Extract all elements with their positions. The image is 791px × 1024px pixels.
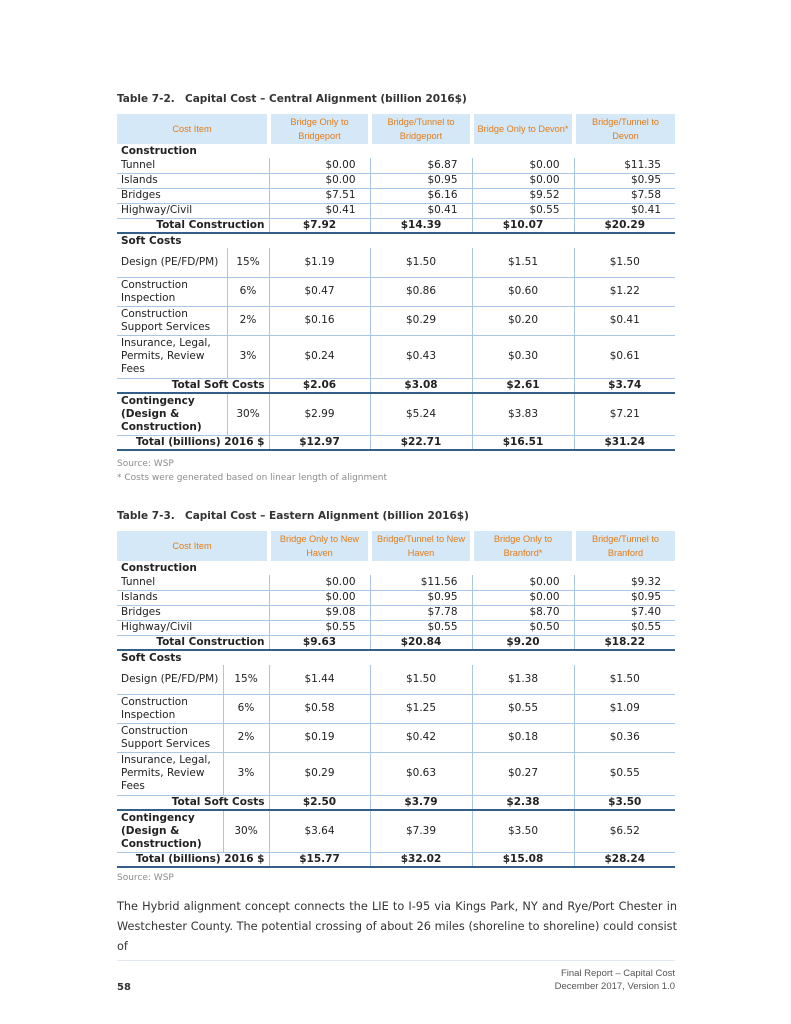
table1-header-cost-item: Cost Item (117, 114, 269, 144)
table-row (117, 590, 675, 605)
row-percent: 6% (227, 277, 269, 306)
table2-contingency-row (117, 810, 675, 852)
table2-grand-total-row (117, 852, 675, 867)
table1-construction-section (117, 144, 675, 158)
cell-value: $8.70 (472, 605, 574, 620)
cell-value: $7.40 (574, 605, 675, 620)
cell-value: $0.50 (472, 620, 574, 635)
table1-header-col1: Bridge Only to Bridgeport (269, 114, 370, 144)
cell-value: $31.24 (574, 435, 675, 450)
cell-value: $0.55 (472, 694, 574, 723)
cell-value: $6.52 (574, 810, 675, 852)
cell-value: $9.63 (269, 635, 370, 650)
table2-total-soft-row (117, 795, 675, 810)
table1-total-construction-row (117, 218, 675, 233)
table2-soft-costs-section (117, 650, 675, 665)
cell-value: $3.50 (574, 795, 675, 810)
cell-value: $3.08 (370, 378, 472, 393)
cell-value: $0.00 (269, 590, 370, 605)
cell-value: $1.50 (370, 665, 472, 694)
row-percent: 30% (227, 393, 269, 435)
footer-divider (117, 960, 675, 961)
cell-value: $1.50 (370, 248, 472, 277)
cell-value: $0.00 (269, 173, 370, 188)
row-label: Insurance, Legal, Permits, Review Fees (117, 335, 227, 378)
page-number: 58 (117, 982, 131, 993)
table1-header-row (117, 114, 675, 144)
cell-value: $0.60 (472, 277, 574, 306)
cell-value: $7.51 (269, 188, 370, 203)
cell-value: $0.47 (269, 277, 370, 306)
cell-value: $22.71 (370, 435, 472, 450)
row-label: Bridges (117, 188, 269, 203)
row-label: Highway/Civil (117, 203, 269, 218)
cell-value: $0.20 (472, 306, 574, 335)
table2-header-row (117, 531, 675, 561)
row-percent: 6% (223, 694, 269, 723)
row-percent: 30% (223, 810, 269, 852)
cell-value: $3.64 (269, 810, 370, 852)
cell-value: $12.97 (269, 435, 370, 450)
row-label: Total Construction (117, 218, 269, 233)
row-percent: 15% (227, 248, 269, 277)
cell-value: $9.52 (472, 188, 574, 203)
cell-value: $3.83 (472, 393, 574, 435)
cell-value: $0.19 (269, 723, 370, 752)
row-label: Highway/Civil (117, 620, 269, 635)
cell-value: $15.77 (269, 852, 370, 867)
cell-value: $0.00 (472, 575, 574, 590)
cell-value: $0.86 (370, 277, 472, 306)
cell-value: $0.55 (472, 203, 574, 218)
table-row (117, 335, 675, 378)
row-label: Construction Support Services (117, 306, 227, 335)
cell-value: $1.22 (574, 277, 675, 306)
table1-header-col4: Bridge/Tunnel to Devon (574, 114, 675, 144)
table2-soft-label: Soft Costs (121, 651, 182, 664)
cell-value: $0.00 (472, 173, 574, 188)
row-label: Design (PE/FD/PM) (117, 665, 223, 694)
cell-value: $15.08 (472, 852, 574, 867)
row-label: Tunnel (117, 575, 269, 590)
cell-value: $0.95 (574, 590, 675, 605)
cell-value: $0.00 (269, 158, 370, 173)
cell-value: $0.95 (370, 173, 472, 188)
cell-value: $0.55 (269, 620, 370, 635)
cell-value: $1.44 (269, 665, 370, 694)
cell-value: $11.56 (370, 575, 472, 590)
table-row (117, 277, 675, 306)
cell-value: $2.38 (472, 795, 574, 810)
row-label: Insurance, Legal, Permits, Review Fees (117, 752, 223, 795)
table1-construction-label: Construction (121, 144, 197, 157)
footer-report-title: Final Report – Capital Cost (560, 968, 675, 979)
cell-value: $5.24 (370, 393, 472, 435)
table1-contingency-row (117, 393, 675, 435)
table1-source: Source: WSP (117, 459, 174, 469)
cell-value: $11.35 (574, 158, 675, 173)
cell-value: $2.61 (472, 378, 574, 393)
cell-value: $0.55 (370, 620, 472, 635)
table1-soft-label: Soft Costs (121, 234, 182, 247)
cell-value: $0.41 (370, 203, 472, 218)
cell-value: $16.51 (472, 435, 574, 450)
row-label: Islands (117, 590, 269, 605)
row-label: Bridges (117, 605, 269, 620)
cell-value: $7.39 (370, 810, 472, 852)
row-label: Total Soft Costs (117, 378, 269, 393)
cell-value: $0.00 (472, 590, 574, 605)
cell-value: $0.43 (370, 335, 472, 378)
row-label: Total Soft Costs (117, 795, 269, 810)
row-percent: 3% (223, 752, 269, 795)
row-label: Construction Support Services (117, 723, 223, 752)
cell-value: $7.58 (574, 188, 675, 203)
cell-value: $0.58 (269, 694, 370, 723)
row-label: Tunnel (117, 158, 269, 173)
table2-number: Table 7-3. (117, 510, 175, 522)
table1-caption (117, 93, 467, 105)
cell-value: $32.02 (370, 852, 472, 867)
cell-value: $0.63 (370, 752, 472, 795)
cell-value: $1.50 (574, 248, 675, 277)
row-percent: 15% (223, 665, 269, 694)
row-percent: 2% (223, 723, 269, 752)
cell-value: $6.16 (370, 188, 472, 203)
cell-value: $0.00 (269, 575, 370, 590)
table1-soft-costs-section (117, 233, 675, 248)
row-label: Contingency (Design & Construction) (117, 810, 223, 852)
row-label: Total Construction (117, 635, 269, 650)
row-label: Total (billions) 2016 $ (117, 435, 269, 450)
cell-value: $0.55 (574, 752, 675, 795)
cell-value: $9.32 (574, 575, 675, 590)
table-row (117, 575, 675, 590)
cell-value: $1.38 (472, 665, 574, 694)
table-row (117, 694, 675, 723)
table2-construction-section (117, 561, 675, 575)
table-row (117, 620, 675, 635)
cell-value: $1.09 (574, 694, 675, 723)
cell-value: $0.16 (269, 306, 370, 335)
cell-value: $20.84 (370, 635, 472, 650)
cell-value: $1.50 (574, 665, 675, 694)
row-percent: 3% (227, 335, 269, 378)
table1-number: Table 7-2. (117, 93, 175, 105)
table2-caption (117, 510, 469, 522)
cell-value: $1.51 (472, 248, 574, 277)
cell-value: $9.08 (269, 605, 370, 620)
cell-value: $2.99 (269, 393, 370, 435)
cell-value: $7.21 (574, 393, 675, 435)
cell-value: $20.29 (574, 218, 675, 233)
table1-title: Capital Cost – Central Alignment (billion 2016$) (185, 93, 467, 105)
table1-total-soft-row (117, 378, 675, 393)
table-row (117, 752, 675, 795)
cell-value: $1.19 (269, 248, 370, 277)
table2-header-cost-item: Cost Item (117, 531, 269, 561)
cell-value: $18.22 (574, 635, 675, 650)
table-row (117, 203, 675, 218)
table-row (117, 248, 675, 277)
table2-header-col2: Bridge/Tunnel to New Haven (370, 531, 472, 561)
cell-value: $0.95 (370, 590, 472, 605)
cell-value: $0.61 (574, 335, 675, 378)
cell-value: $0.41 (574, 306, 675, 335)
table-row (117, 173, 675, 188)
table2-header-col4: Bridge/Tunnel to Branford (574, 531, 675, 561)
table1-note: * Costs were generated based on linear length of alignment (117, 473, 388, 483)
cell-value: $7.78 (370, 605, 472, 620)
table2-title: Capital Cost – Eastern Alignment (billion 2016$) (185, 510, 469, 522)
cell-value: $0.29 (269, 752, 370, 795)
row-label: Total (billions) 2016 $ (117, 852, 269, 867)
row-label: Contingency (Design & Construction) (117, 393, 227, 435)
cell-value: $2.50 (269, 795, 370, 810)
cell-value: $14.39 (370, 218, 472, 233)
cell-value: $0.36 (574, 723, 675, 752)
table2-construction-label: Construction (121, 561, 197, 574)
table1-header-col2: Bridge/Tunnel to Bridgeport (370, 114, 472, 144)
table1-grand-total-row (117, 435, 675, 450)
table2-header-col3: Bridge Only to Branford* (472, 531, 574, 561)
cell-value: $0.42 (370, 723, 472, 752)
cell-value: $0.41 (269, 203, 370, 218)
row-label: Islands (117, 173, 269, 188)
cell-value: $0.24 (269, 335, 370, 378)
row-percent: 2% (227, 306, 269, 335)
body-paragraph: The Hybrid alignment concept connects the LIE to I-95 via Kings Park, NY and Rye/Port Chester in Westchester County. The potential crossing of about 26 miles (shoreline to shoreline) could consist of (117, 900, 677, 953)
row-label: Construction Inspection (117, 277, 227, 306)
table-row (117, 665, 675, 694)
footer-info (555, 967, 675, 993)
cell-value: $0.55 (574, 620, 675, 635)
cell-value: $3.74 (574, 378, 675, 393)
cell-value: $0.95 (574, 173, 675, 188)
cell-value: $3.50 (472, 810, 574, 852)
table-row (117, 605, 675, 620)
row-label: Construction Inspection (117, 694, 223, 723)
table2-capital-cost-eastern (117, 531, 675, 868)
cell-value: $0.30 (472, 335, 574, 378)
table2-total-construction-row (117, 635, 675, 650)
row-label: Design (PE/FD/PM) (117, 248, 227, 277)
cell-value: $0.00 (472, 158, 574, 173)
cell-value: $3.79 (370, 795, 472, 810)
table-row (117, 306, 675, 335)
cell-value: $28.24 (574, 852, 675, 867)
cell-value: $6.87 (370, 158, 472, 173)
table1-capital-cost-central (117, 114, 675, 451)
footer-date-version: December 2017, Version 1.0 (554, 981, 675, 992)
cell-value: $7.92 (269, 218, 370, 233)
cell-value: $0.41 (574, 203, 675, 218)
cell-value: $0.27 (472, 752, 574, 795)
cell-value: $0.18 (472, 723, 574, 752)
cell-value: $0.29 (370, 306, 472, 335)
table1-header-col3: Bridge Only to Devon* (472, 114, 574, 144)
cell-value: $9.20 (472, 635, 574, 650)
table2-header-col1: Bridge Only to New Haven (269, 531, 370, 561)
table-row (117, 188, 675, 203)
cell-value: $2.06 (269, 378, 370, 393)
cell-value: $10.07 (472, 218, 574, 233)
table2-source: Source: WSP (117, 873, 174, 883)
table-row (117, 158, 675, 173)
table-row (117, 723, 675, 752)
cell-value: $1.25 (370, 694, 472, 723)
